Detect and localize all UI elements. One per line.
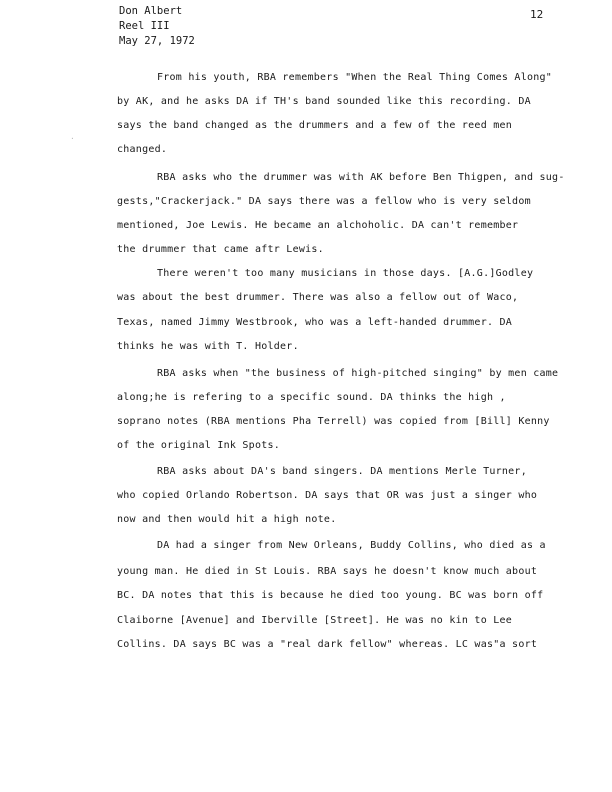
body-line: along;he is refering to a specific sound. DA thinks the high , (117, 392, 506, 403)
body-line: was about the best drummer. There was also a fellow out of Waco, (117, 292, 519, 303)
body-line: Claiborne [Avenue] and Iberville [Street]. He was no kin to Lee (117, 615, 513, 626)
body-line: There weren't too many musicians in those days. [A.G.]Godley (157, 268, 534, 279)
header-date: May 27, 1972 (119, 35, 195, 47)
body-line: Texas, named Jimmy Westbrook, who was a left-handed drummer. DA (117, 317, 513, 328)
body-line: of the original Ink Spots. (117, 440, 281, 451)
body-line: who copied Orlando Robertson. DA says that OR was just a singer who (117, 490, 538, 501)
body-line: From his youth, RBA remembers "When the Real Thing Comes Along" (157, 72, 553, 83)
body-line: DA had a singer from New Orleans, Buddy Collins, who died as a (157, 540, 546, 551)
stray-mark: . (70, 132, 75, 141)
body-line: by AK, and he asks DA if TH's band sounded like this recording. DA (117, 96, 531, 107)
body-line: gests,"Crackerjack." DA says there was a fellow who is very seldom (117, 196, 531, 207)
body-line: BC. DA notes that this is because he died too young. BC was born off (117, 590, 544, 601)
body-line: RBA asks about DA's band singers. DA mentions Merle Turner, (157, 466, 527, 477)
body-line: Collins. DA says BC was a "real dark fellow" whereas. LC was"a sort (117, 639, 538, 650)
header-name: Don Albert (119, 5, 183, 17)
body-line: now and then would hit a high note. (117, 514, 337, 525)
page-number: 12 (530, 8, 544, 21)
body-line: thinks he was with T. Holder. (117, 341, 299, 352)
header-reel: Reel III (119, 20, 170, 32)
body-line: mentioned, Joe Lewis. He became an alchoholic. DA can't remember (117, 220, 519, 231)
body-line: young man. He died in St Louis. RBA says he doesn't know much about (117, 566, 538, 577)
body-line: the drummer that came aftr Lewis. (117, 244, 324, 255)
body-line: changed. (117, 144, 168, 155)
body-line: RBA asks who the drummer was with AK before Ben Thigpen, and sug- (157, 172, 565, 183)
body-line: says the band changed as the drummers and a few of the reed men (117, 120, 513, 131)
body-line: RBA asks when "the business of high-pitched singing" by men came (157, 368, 559, 379)
body-line: soprano notes (RBA mentions Pha Terrell) was copied from [Bill] Kenny (117, 416, 550, 427)
document-header (119, 4, 195, 49)
